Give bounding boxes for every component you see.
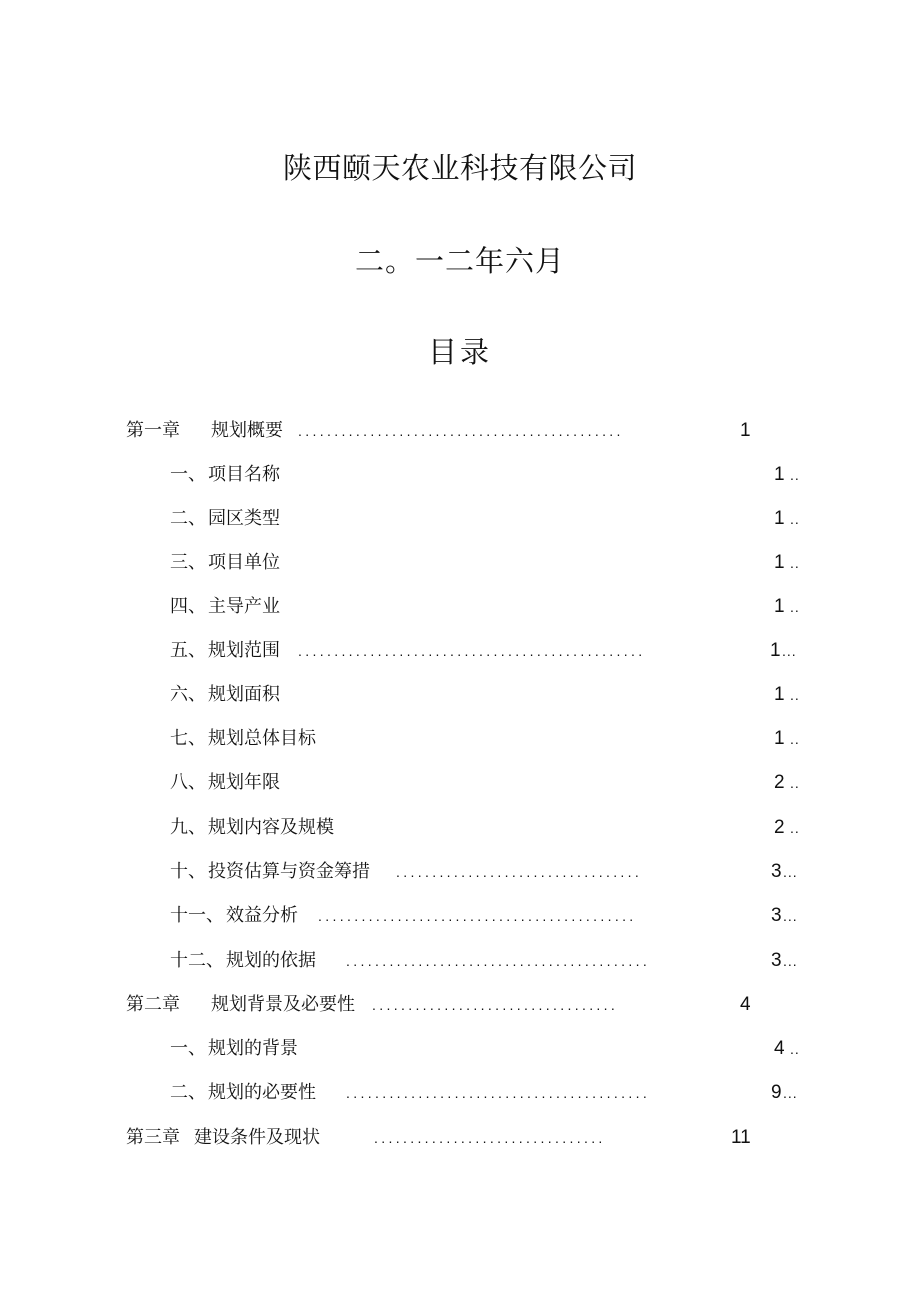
toc-entry[interactable] [170,903,840,929]
toc-trailing-dots: .. [790,599,800,615]
toc-entry-title: 规划的必要性 [208,1082,316,1103]
toc-entry[interactable] [170,948,840,974]
toc-entry-title: 项目单位 [208,552,280,573]
toc-trailing-dots: ... [782,643,797,659]
toc-section-number: 九、 [170,817,206,838]
toc-trailing-dots: .. [790,555,800,571]
toc-page-number: 1 [774,508,785,529]
toc-entry[interactable] [170,1080,840,1106]
toc-entry[interactable] [170,726,830,752]
toc-entry-title: 项目名称 [208,464,280,485]
toc-page-number: 1 [774,464,785,485]
toc-trailing-dots: .. [790,687,800,703]
toc-page-number: 1 [770,640,781,661]
toc-entry-title: 规划的背景 [208,1038,298,1059]
toc-page-number: 2 [774,772,785,793]
toc-page-number: 3 [771,950,782,971]
toc-leader-dots: ................................ [374,1130,606,1146]
toc-entry-title: 规划年限 [208,772,280,793]
toc-page-number: 1 [740,420,751,441]
toc-section-number: 八、 [170,772,206,793]
toc-chapter-number: 第一章 [126,420,180,441]
toc-entry[interactable] [170,462,830,488]
toc-heading: 目录 [427,335,492,369]
toc-trailing-dots: ... [783,1085,798,1101]
toc-section-number: 四、 [170,596,206,617]
toc-entry-chapter-3[interactable] [126,1125,786,1151]
company-name: 陕西颐天农业科技有限公司 [282,151,637,185]
toc-entry-title: 规划背景及必要性 [211,994,355,1015]
toc-entry[interactable] [170,859,840,885]
toc-trailing-dots: .. [790,511,800,527]
toc-trailing-dots: .. [790,775,800,791]
toc-entry-title: 规划总体目标 [208,728,316,749]
toc-entry-title: 投资估算与资金筹措 [208,861,370,882]
toc-entry[interactable] [170,550,830,576]
toc-leader-dots: .......................................... [346,1085,651,1101]
toc-entry-title: 规划范围 [208,640,280,661]
toc-section-number: 二、 [170,1082,206,1103]
toc-entry-title: 规划内容及规模 [208,817,334,838]
toc-entry-title: 规划面积 [208,684,280,705]
toc-entry-title: 主导产业 [208,596,280,617]
toc-entry[interactable] [170,815,830,841]
toc-page-number: 1 [774,552,785,573]
toc-page-number: 11 [731,1127,751,1148]
document-date: 二。一二年六月 [354,244,565,278]
toc-trailing-dots: .. [790,820,800,836]
toc-entry[interactable] [170,638,840,664]
toc-section-number: 七、 [170,728,206,749]
toc-trailing-dots: ... [783,953,798,969]
toc-section-number: 十二、 [170,950,224,971]
toc-section-number: 三、 [170,552,206,573]
toc-trailing-dots: .. [790,1041,800,1057]
toc-page-number: 1 [774,684,785,705]
toc-entry[interactable] [170,506,830,532]
toc-entry-title: 建设条件及现状 [194,1127,320,1148]
toc-page-number: 3 [771,905,782,926]
toc-entry-chapter-2[interactable] [126,992,786,1018]
toc-trailing-dots: .. [790,467,800,483]
toc-section-number: 十一、 [170,905,224,926]
toc-leader-dots: .................................. [396,864,643,880]
toc-entry-chapter-1[interactable] [126,418,786,444]
toc-trailing-dots: ... [783,908,798,924]
toc-leader-dots: .................................. [372,997,619,1013]
toc-entry[interactable] [170,594,830,620]
toc-leader-dots: .......................................... [346,953,651,969]
toc-page-number: 2 [774,817,785,838]
toc-trailing-dots: .. [790,731,800,747]
toc-section-number: 十、 [170,861,206,882]
toc-entry-title: 园区类型 [208,508,280,529]
toc-section-number: 五、 [170,640,206,661]
toc-page-number: 4 [774,1038,785,1059]
toc-entry[interactable] [170,682,830,708]
toc-page-number: 1 [774,596,785,617]
toc-entry[interactable] [170,1036,830,1062]
toc-leader-dots: ............................................. [298,423,624,439]
toc-leader-dots: ............................................ [318,908,637,924]
toc-page-number: 9 [771,1082,782,1103]
toc-section-number: 六、 [170,684,206,705]
toc-page-number: 4 [740,994,751,1015]
toc-section-number: 二、 [170,508,206,529]
toc-entry-title: 规划概要 [211,420,283,441]
toc-entry-title: 效益分析 [226,905,298,926]
toc-section-number: 一、 [170,464,206,485]
toc-page-number: 3 [771,861,782,882]
toc-chapter-number: 第三章 [126,1127,180,1148]
toc-page-number: 1 [774,728,785,749]
toc-leader-dots: ................................................ [298,643,646,659]
toc-trailing-dots: ... [783,864,798,880]
toc-entry[interactable] [170,770,830,796]
toc-section-number: 一、 [170,1038,206,1059]
toc-entry-title: 规划的依据 [226,950,316,971]
toc-chapter-number: 第二章 [126,994,180,1015]
